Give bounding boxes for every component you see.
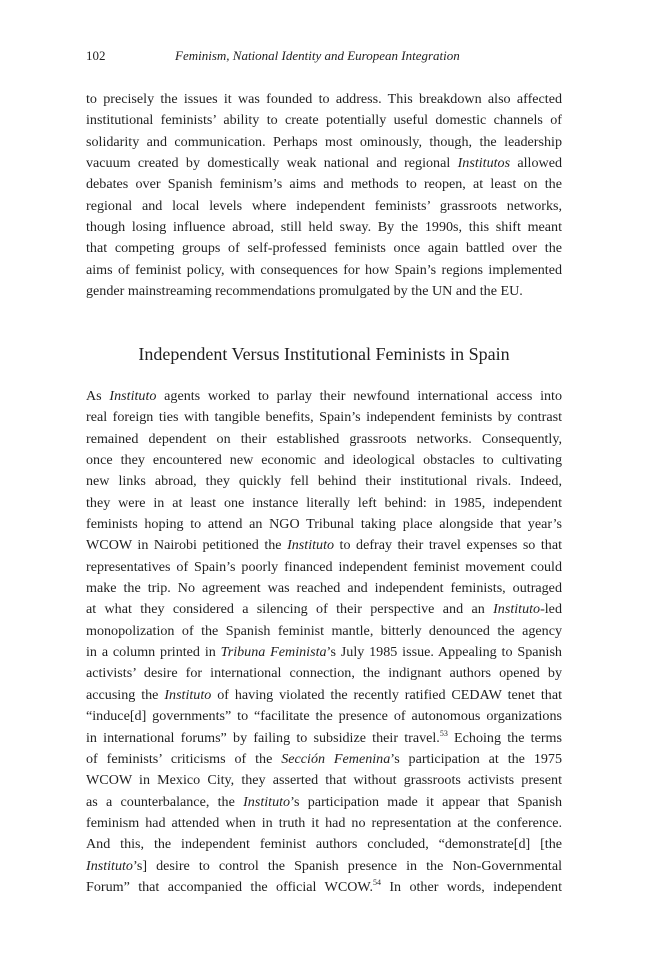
text-line: WCOW in Mexico City, they asserted that without grassroots activists present	[86, 772, 562, 789]
text-line: remained dependent on their established grassroots networks. Consequently,	[86, 430, 562, 447]
text-line: monopolization of the Spanish feminist mantle, bitterly denounced the agency	[86, 622, 562, 639]
text-line: As Instituto agents worked to parlay their newfound international access into	[86, 388, 562, 404]
italic-term: Sección Femenina	[281, 750, 391, 767]
text-line: of feminists’ criticisms of the Sección Femenina’s participation at the 1975	[86, 750, 563, 767]
text-line: as a counterbalance, the Instituto’s participation made it appear that Spanish	[86, 793, 562, 810]
text-line: vacuum created by domestically weak national and regional Institutos allowed	[86, 155, 562, 172]
italic-term: Tribuna Feminista	[220, 644, 327, 661]
footnote-reference[interactable]: 54	[372, 877, 381, 887]
text-line: though losing influence abroad, still held sway. By the 1990s, this shift meant	[86, 219, 562, 236]
text-line: “induce[d] governments” to “facilitate the presence of autonomous organizations	[86, 708, 562, 725]
text-line: gender mainstreaming recommendations promulgated by the UN and the EU.	[86, 283, 523, 300]
page-number: 102	[86, 48, 106, 63]
italic-term: Instituto	[287, 537, 335, 554]
text-line: real foreign ties with tangible benefits, Spain’s independent feminists by contrast	[86, 409, 562, 426]
running-header	[86, 47, 562, 65]
text-line: they were in at least one instance literally left behind: in 1985, independent	[86, 494, 562, 511]
text-line: And this, the independent feminist authors concluded, “demonstrate[d] [the	[86, 836, 562, 853]
italic-term: Instituto	[493, 601, 541, 618]
text-line: WCOW in Nairobi petitioned the Instituto to defray their travel expenses so that	[86, 537, 562, 554]
italic-term: Instituto	[109, 388, 157, 404]
text-line: aims of feminist policy, with consequences for how Spain’s regions implemented	[86, 261, 562, 278]
text-line: Forum” that accompanied the official WCOW.$^{54}$ In other words, independent	[86, 877, 562, 895]
italic-term: Instituto	[243, 793, 291, 810]
text-line: debates over Spanish feminism’s aims and methods to reopen, at least on the	[86, 176, 562, 193]
text-line: that competing groups of self-professed feminists once again battled over the	[86, 240, 562, 257]
text-line: once they encountered new economic and ideological obstacles to cultivating	[86, 452, 562, 469]
text-line: feminism had attended when in truth it had no representation at the conference.	[86, 814, 562, 831]
body-paragraph-2	[86, 386, 562, 898]
section-heading: Independent Versus Institutional Feminists in Spain	[138, 344, 510, 364]
italic-term: Institutos	[457, 155, 511, 172]
text-line: regional and local levels where independent feminists’ grassroots networks,	[86, 197, 562, 214]
italic-term: Instituto	[164, 686, 212, 703]
text-line: Instituto’s] desire to control the Spanish presence in the Non-Governmental	[86, 857, 562, 874]
text-line: activists’ desire for international connection, the indignant authors opened by	[86, 665, 562, 682]
text-line: to precisely the issues it was founded to address. This breakdown also affected	[86, 91, 562, 107]
text-line: make the trip. No agreement was reached and independent feminists, outraged	[86, 580, 562, 597]
text-line: institutional feminists’ ability to create potentially useful domestic channels of	[86, 112, 562, 129]
text-line: in a column printed in Tribuna Feminista’s July 1985 issue. Appealing to Spanish	[86, 644, 562, 661]
text-line: in international forums” by failing to subsidize their travel.$^{53}$ Echoing the terms	[86, 728, 562, 746]
text-line: representatives of Spain’s poorly financed independent feminist movement could	[86, 558, 562, 575]
text-line: new links abroad, they quickly fell behind their institutional rivals. Indeed,	[86, 473, 562, 490]
text-line: feminists hoping to attend an NGO Tribunal taking place alongside that year’s	[86, 516, 562, 533]
body-paragraph-1	[86, 89, 562, 302]
italic-term: Instituto	[86, 857, 133, 874]
text-line: accusing the Instituto of having violated the recently ratified CEDAW tenet that	[86, 686, 562, 703]
running-title: Feminism, National Identity and European Integration	[175, 48, 460, 63]
footnote-reference[interactable]: 53	[439, 728, 448, 738]
text-line: at what they considered a silencing of their perspective and an Instituto-led	[86, 601, 562, 618]
text-line: solidarity and communication. Perhaps most ominously, though, the leadership	[86, 133, 562, 150]
